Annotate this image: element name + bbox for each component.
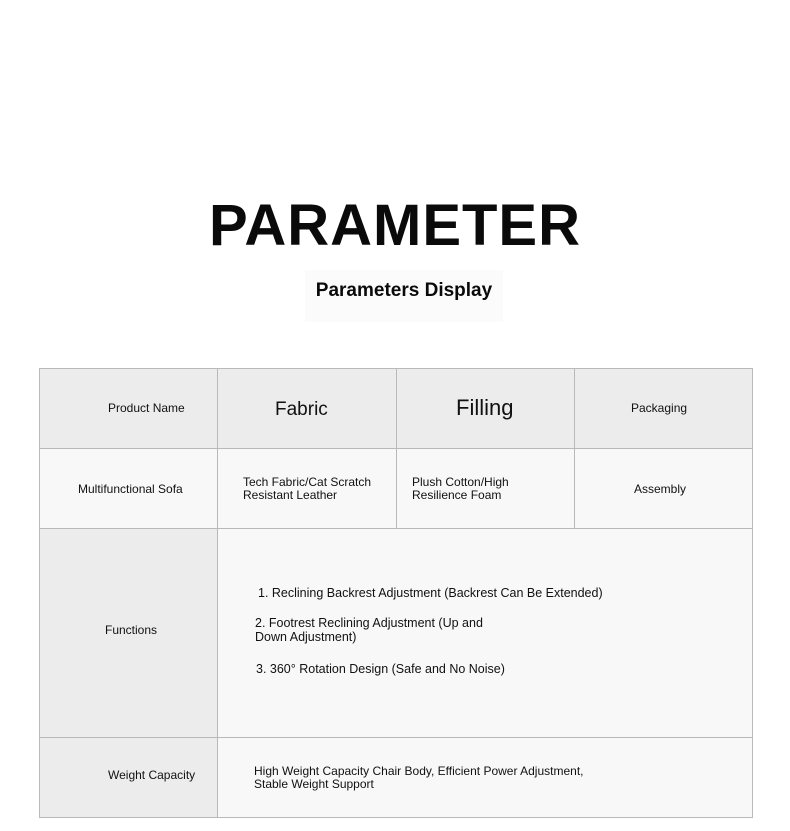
header-cell-fabric <box>218 369 397 449</box>
cell-weight-label <box>40 738 218 817</box>
fabric-value-line1: Tech Fabric/Cat Scratch <box>243 475 372 489</box>
weight-label: Weight Capacity <box>108 768 196 782</box>
function-item-1: 1. Reclining Backrest Adjustment (Backrest Can Be Extended) <box>258 586 603 600</box>
cell-functions-content <box>218 529 752 738</box>
header-label-packaging: Packaging <box>631 401 688 415</box>
product-name-value: Multifunctional Sofa <box>78 482 183 496</box>
function-item-2-line1: 2. Footrest Reclining Adjustment (Up and <box>255 616 483 630</box>
cell-packaging <box>575 449 752 529</box>
weight-value-line1: High Weight Capacity Chair Body, Efficient Power Adjustment, <box>254 764 584 778</box>
header-cell-product-name <box>40 369 218 449</box>
function-item-2-line2: Down Adjustment) <box>255 630 357 644</box>
cell-product-name <box>40 449 218 529</box>
page-title: PARAMETER <box>208 193 582 258</box>
packaging-value: Assembly <box>634 482 687 496</box>
header-cell-filling <box>397 369 575 449</box>
header-cell-packaging <box>575 369 752 449</box>
parameter-table <box>39 368 753 818</box>
cell-weight-content <box>218 738 752 817</box>
function-item-3: 3. 360° Rotation Design (Safe and No Noise) <box>256 662 505 676</box>
filling-value-line2: Resilience Foam <box>412 488 502 502</box>
header-label-product-name: Product Name <box>108 401 185 415</box>
weight-value-line2: Stable Weight Support <box>254 777 374 791</box>
filling-value-line1: Plush Cotton/High <box>412 475 509 489</box>
page-subtitle: Parameters Display <box>305 270 503 322</box>
fabric-value-line2: Resistant Leather <box>243 488 338 502</box>
header-label-fabric: Fabric <box>275 399 328 420</box>
cell-filling <box>397 449 575 529</box>
cell-fabric <box>218 449 397 529</box>
functions-label: Functions <box>105 623 158 637</box>
header-label-filling: Filling <box>456 395 514 420</box>
cell-functions-label <box>40 529 218 738</box>
